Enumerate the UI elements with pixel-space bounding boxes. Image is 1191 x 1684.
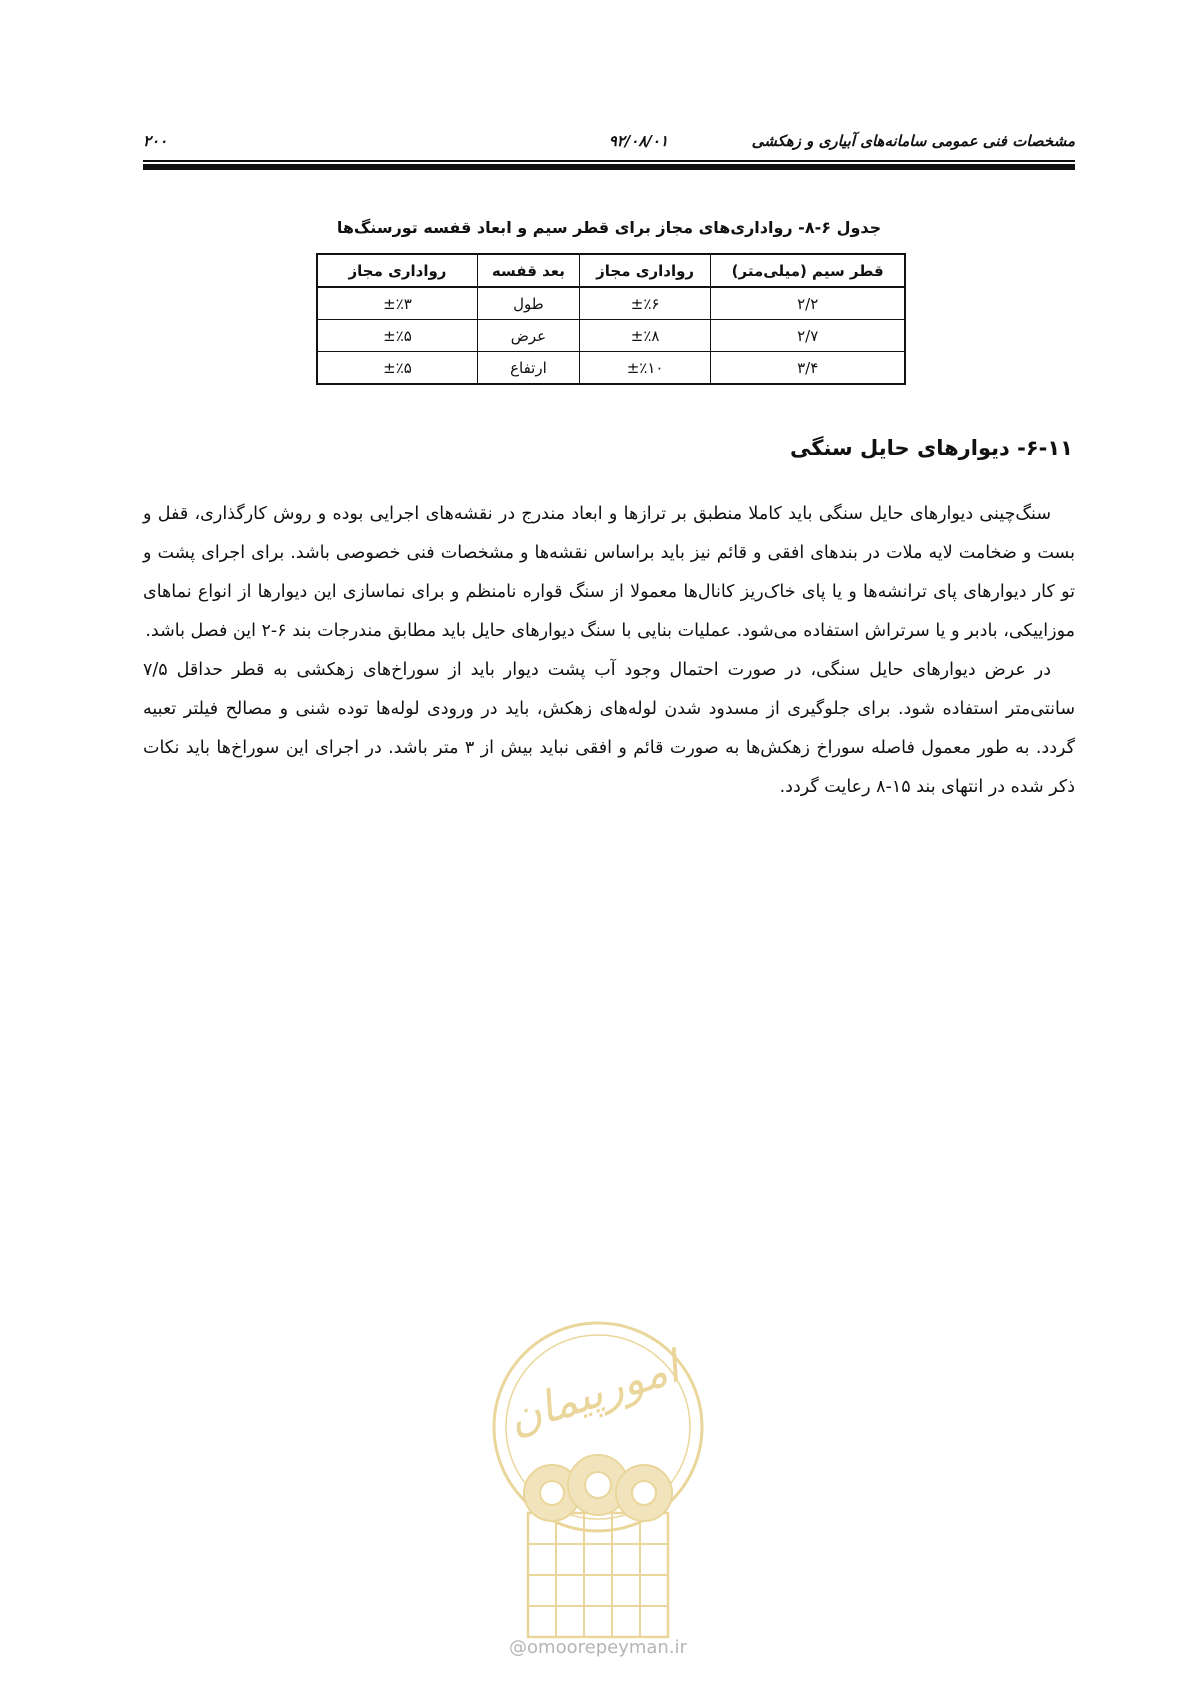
table-cell: ۲/۷	[711, 320, 905, 352]
section-heading: ۶-۱۱- دیوارهای حایل سنگی	[790, 436, 1073, 460]
header-rule	[143, 160, 1075, 162]
table-cell: ±٪۶	[579, 287, 711, 320]
table-cell: ±٪۱۰	[579, 352, 711, 385]
paragraph: سنگ‌چینی دیوارهای حایل سنگی باید کاملا منطبق بر ترازها و ابعاد مندرج در نقشه‌های اجرایی بوده و روش کارگذاری، قفل و بست و ضخامت لایه ملات در بندهای افقی و قائم نیز باید براساس نقشه‌ها و مشخصات فنی خصوصی باشد. برای اجرای پشت و تو کار دیوارهای پای ترانشه‌ها و یا پای خاک‌ریز کانال‌ها معمولا از سنگ قواره نامنظم و برای نماسازی این دیوارها از انواع نماهای موزاییکی، بادبر و یا سرتراش استفاده می‌شود. عملیات بنایی با سنگ دیوارهای حایل باید مطابق مندرجات بند ۶-۲ این فصل باشد.	[143, 504, 1075, 641]
table-cell: ۳/۴	[711, 352, 905, 385]
header-rule-thick	[143, 164, 1075, 170]
column-header: رواداری مجاز	[579, 254, 711, 287]
table-cell: ±٪۵	[317, 352, 477, 385]
at-icon: @	[509, 1637, 528, 1658]
column-header: بعد قفسه	[477, 254, 579, 287]
page-number: ۲۰۰	[143, 132, 168, 150]
table-cell: ±٪۸	[579, 320, 711, 352]
table-cell: ۲/۲	[711, 287, 905, 320]
tolerance-table	[316, 253, 906, 385]
table-cell: عرض	[477, 320, 579, 352]
table-cell: ارتفاع	[477, 352, 579, 385]
document-date: ۹۲/۰۸/۰۱	[608, 132, 668, 150]
table-row	[317, 287, 905, 320]
column-header: قطر سیم (میلی‌متر)	[711, 254, 905, 287]
watermark-logo-text: امورپیمان	[501, 1341, 686, 1445]
document-title: مشخصات فنی عمومی سامانه‌های آبیاری و زهکشی	[751, 132, 1075, 150]
table-header-row	[317, 254, 905, 287]
column-header: رواداری مجاز	[317, 254, 477, 287]
watermark-logo	[480, 1317, 716, 1647]
table-caption: جدول ۶-۸- رواداری‌های مجاز برای قطر سیم و ابعاد قفسه تورسنگ‌ها	[336, 218, 882, 237]
watermark-url-text: omoorepeyman.ir	[527, 1637, 687, 1658]
watermark-url	[480, 1637, 716, 1658]
paragraph: در عرض دیوارهای حایل سنگی، در صورت احتمال وجود آب پشت دیوار باید از سوراخ‌های زهکشی به قطر حداقل ۷/۵ سانتی‌متر استفاده شود. برای جلوگیری از مسدود شدن لوله‌های زهکش، باید در ورودی لوله‌ها توده شنی و مصالح فیلتر تعبیه گردد. به طور معمول فاصله سوراخ زهکش‌ها به صورت قائم و افقی نباید بیش از ۳ متر باشد. در اجرای این سوراخ‌ها باید نکات ذکر شده در انتهای بند ۱۵-۸ رعایت گردد.	[143, 660, 1075, 797]
section-body	[143, 495, 1075, 807]
table-row	[317, 320, 905, 352]
table-cell: طول	[477, 287, 579, 320]
table-cell: ±٪۵	[317, 320, 477, 352]
table-cell: ±٪۳	[317, 287, 477, 320]
table-row	[317, 352, 905, 385]
page-header	[143, 126, 1075, 158]
